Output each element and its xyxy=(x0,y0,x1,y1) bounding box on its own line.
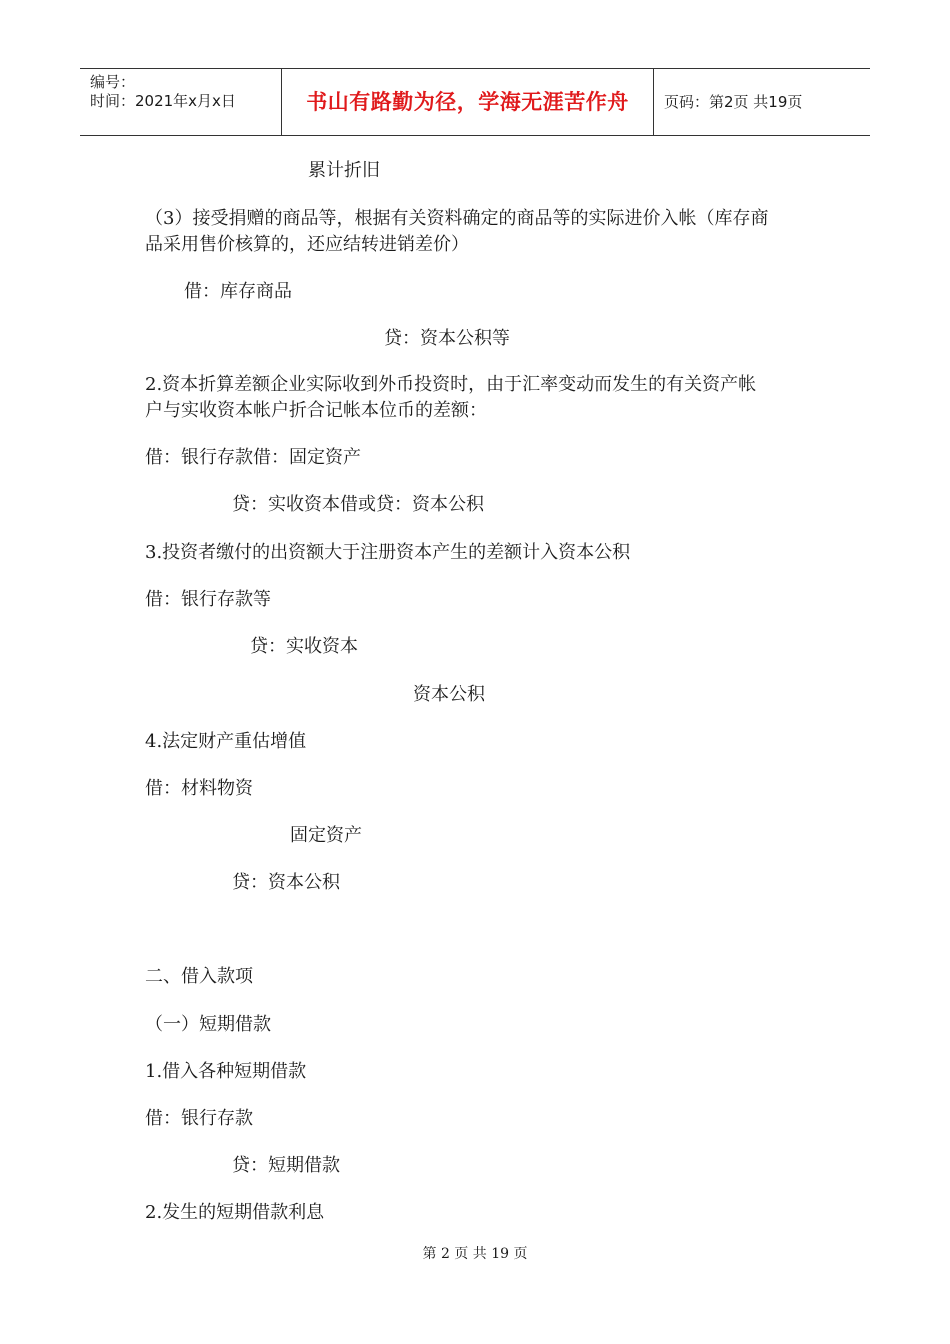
credit-line: 贷：资本公积等 xyxy=(384,328,510,349)
header-meta-cell xyxy=(80,69,282,135)
credit-line: 贷：实收资本 xyxy=(250,636,358,657)
subsection-heading: （一）短期借款 xyxy=(145,1014,271,1035)
debit-line: 借：银行存款借：固定资产 xyxy=(145,447,361,468)
page-header xyxy=(80,68,870,136)
header-page-info: 页码：第2页 共19页 xyxy=(664,93,803,111)
section-heading: 二、借入款项 xyxy=(145,966,253,987)
paragraph xyxy=(145,206,815,258)
credit-line: 贷：实收资本借或贷：资本公积 xyxy=(232,494,484,515)
text-line: 4.法定财产重估增值 xyxy=(145,731,307,752)
page-footer: 第 2 页 共 19 页 xyxy=(422,1246,528,1262)
paragraph-line: 户与实收资本帐户折合记帐本位币的差额： xyxy=(145,400,487,421)
debit-line: 借：库存商品 xyxy=(184,281,292,302)
document-time-label: 时间：2021年x月x日 xyxy=(90,92,236,110)
credit-line: 资本公积 xyxy=(413,684,485,705)
credit-line: 贷：短期借款 xyxy=(232,1155,340,1176)
paragraph-line: （3）接受捐赠的商品等，根据有关资料确定的商品等的实际进价入帐（库存商 xyxy=(145,208,769,229)
paragraph-line: 品采用售价核算的，还应结转进销差价） xyxy=(145,234,469,255)
debit-line: 借：银行存款等 xyxy=(145,589,271,610)
text-line: 累计折旧 xyxy=(308,160,380,181)
text-line: 1.借入各种短期借款 xyxy=(145,1061,307,1082)
text-line: 3.投资者缴付的出资额大于注册资本产生的差额计入资本公积 xyxy=(145,542,631,563)
header-motto: 书山有路勤为径，学海无涯苦作舟 xyxy=(282,69,654,135)
text-line: 2.发生的短期借款利息 xyxy=(145,1202,325,1223)
debit-line: 借：材料物资 xyxy=(145,778,253,799)
debit-line: 固定资产 xyxy=(290,825,362,846)
paragraph xyxy=(145,372,815,424)
paragraph-line: 2.资本折算差额企业实际收到外币投资时，由于汇率变动而发生的有关资产帐 xyxy=(145,374,757,395)
document-number-label: 编号： xyxy=(90,73,136,91)
credit-line: 贷：资本公积 xyxy=(232,872,340,893)
debit-line: 借：银行存款 xyxy=(145,1108,253,1129)
